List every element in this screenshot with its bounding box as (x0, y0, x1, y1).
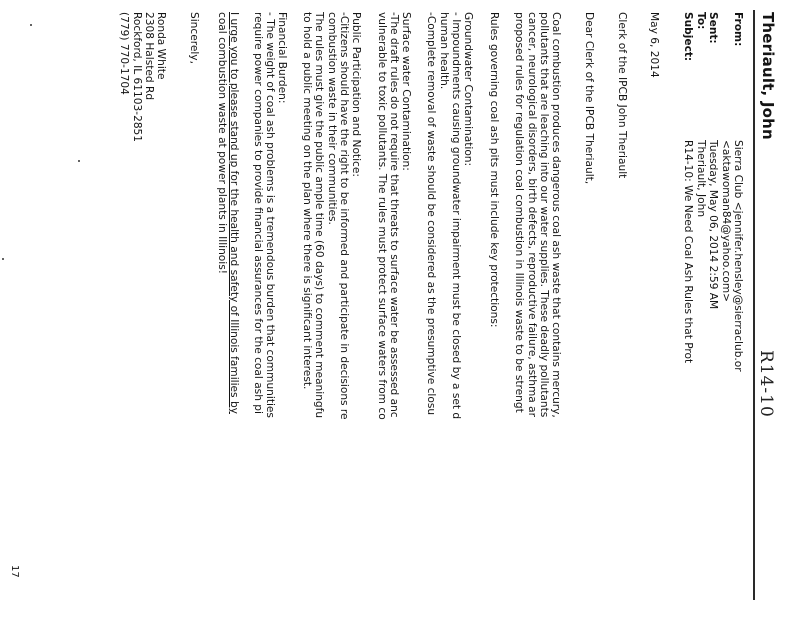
section-heading: Financial Burden: (276, 12, 288, 104)
section-heading: Surface water Contamination: (400, 12, 412, 171)
docket-number: R14-10 (756, 350, 776, 418)
section-line: -Citizens should have the right to be informed and participate in decisions re (337, 12, 350, 420)
intro-paragraph (513, 12, 562, 618)
section-heading: Groundwater Contamination: (462, 12, 474, 167)
scan-speck (30, 24, 32, 26)
intro-line: proposed rules for regulation coal combustion in Illinois waste to be strengt (513, 12, 526, 413)
header-rule (753, 10, 755, 600)
intro-line: pollutants that are leaching into our water supplies. These deadly pollutants (537, 12, 550, 418)
public-participation-section (301, 12, 362, 618)
section-line: human health. (437, 12, 450, 90)
signer-phone: (779) 770-1704 (118, 12, 131, 95)
section-line: - The weight of coal ash problems is a tremendous burden that communities (263, 12, 276, 418)
subject-value: R14-10: We Need Coal Ash Rules that Prot (682, 140, 694, 364)
scan-speck (78, 160, 80, 162)
intro-line: cancer, neurological disorders, birth defects, reproductive failure, asthma ar (525, 12, 538, 417)
recipient-name-heading: Theriault, John (759, 12, 777, 140)
intro-line: Coal combustion produces dangerous coal ash waste that contains mercury, (550, 12, 562, 418)
urge-line: I urge you to please stand up for the health and safety of Illinois families by (228, 12, 240, 414)
signer-name: Ronda White (155, 12, 167, 80)
closing: Sincerely, (188, 12, 200, 64)
signer-street: 2308 Halsted Rd (142, 12, 155, 101)
section-line: vulnerable to toxic pollutants. The rules must protect surface waters from co (375, 12, 388, 420)
financial-burden-section (251, 12, 288, 618)
to-label: To: (695, 12, 707, 30)
letter-date: May 6, 2014 (648, 12, 660, 78)
section-line: -Complete removal of waste should be considered as the presumptive closu (425, 12, 438, 416)
from-label: From: (732, 12, 744, 47)
salutation: Dear Clerk of the IPCB Theriault, (583, 12, 595, 185)
sent-value: Tuesday, May 06, 2014 2:59 AM (707, 140, 719, 310)
section-line: The rules must give the public ample time (60 days) to comment meaningfu (313, 12, 326, 419)
urge-paragraph (216, 12, 240, 618)
subject-label: Subject: (682, 12, 694, 62)
letter-recipient: Clerk of the IPCB John Theriault (616, 12, 628, 179)
section-line: to hold a public meeting on the plan where there is significant interest. (301, 12, 314, 390)
scan-speck (2, 258, 4, 260)
groundwater-section (425, 12, 474, 618)
rules-heading: Rules governing coal ash pits must include key protections: (488, 12, 500, 328)
signer-city: Rockford, IL 61103-2851 (130, 12, 143, 143)
from-email: <aktawoman84@yahoo.com> (720, 140, 732, 303)
section-heading: Public Participation and Notice: (350, 12, 362, 177)
section-line: combustion waste in their communities. (325, 12, 338, 225)
section-line: -The draft rules do not require that threats to surface water be assessed anc (387, 12, 400, 418)
section-line: - Impoundments causing groundwater impairment must be closed by a set d (449, 12, 462, 420)
urge-line: coal combustion waste at power plants in Illinois! (215, 12, 228, 274)
from-value: Sierra Club <jennifer.hensley@sierraclub.or (732, 140, 744, 372)
signature-block (118, 12, 167, 618)
section-line: require power companies to provide financial assurances for the coal ash pi (251, 12, 264, 414)
sent-label: Sent: (707, 12, 719, 44)
surface-water-section (375, 12, 412, 618)
page-number: 17 (9, 565, 20, 578)
to-value: Theriault, John (695, 140, 707, 218)
